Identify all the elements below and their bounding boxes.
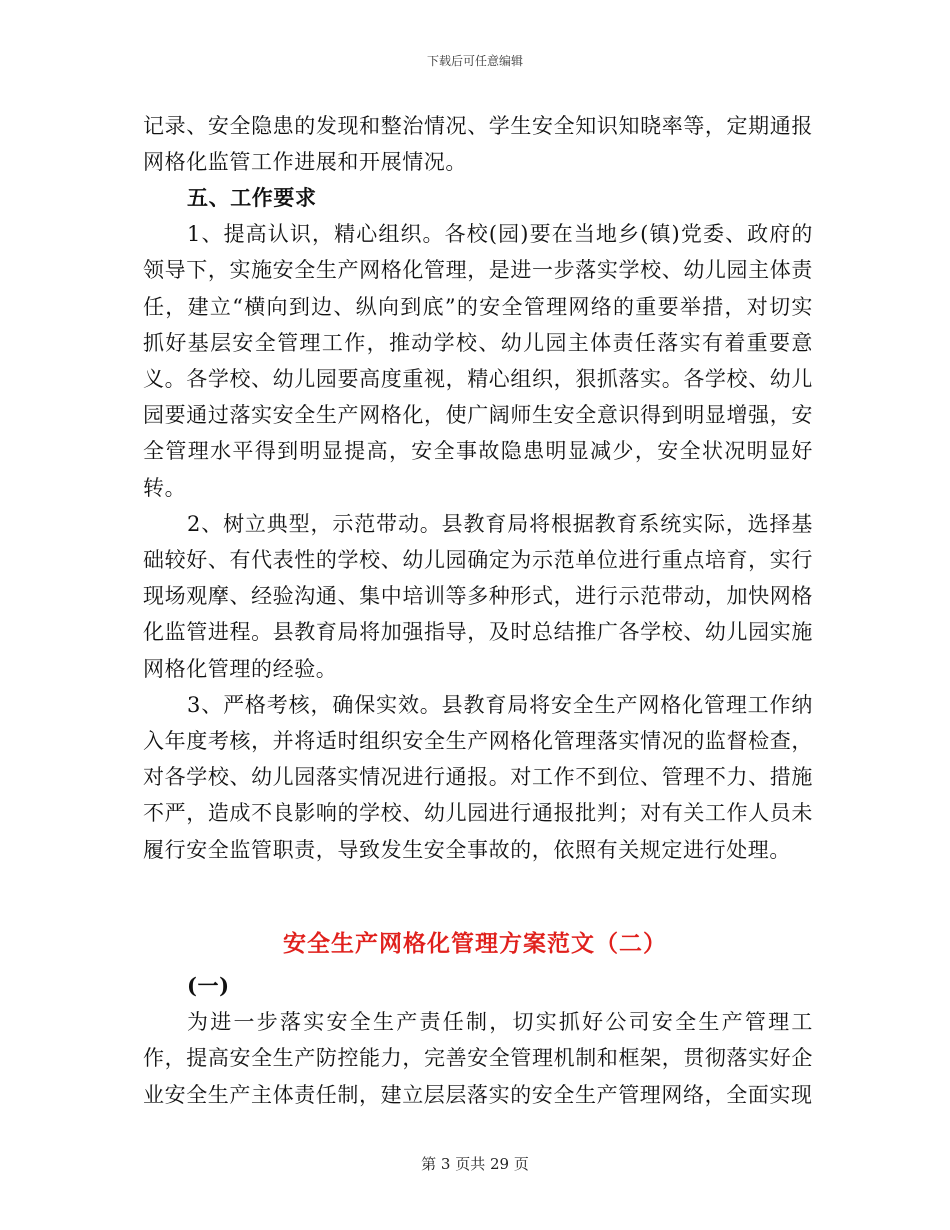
paragraph-continuation: 记录、安全隐患的发现和整治情况、学生安全知识知晓率等，定期通报网格化监管工作进展和开展情况。 [143, 114, 813, 175]
text-block-part-two [143, 968, 813, 1113]
sub-heading: (一) [187, 973, 230, 998]
document-title: 安全生产网格化管理方案范文（二） [283, 930, 667, 957]
page-number-footer: 第 3 页共 29 页 [421, 1155, 529, 1173]
paragraph-requirement-2: 2、树立典型，示范带动。县教育局将根据教育系统实际，选择基础较好、有代表性的学校、幼儿园确定为示范单位进行重点培育，实行现场观摩、经验沟通、集中培训等多种形式，进行示范带动，加快网格化监管进程。县教育局将加强指导，及时总结推广各学校、幼儿园实施网格化管理的经验。 [143, 511, 813, 681]
text-block-continuation [143, 108, 813, 180]
paragraph-requirement-1: 1、提高认识，精心组织。各校(园)要在当地乡(镇)党委、政府的领导下，实施安全生产网格化管理，是进一步落实学校、幼儿园主体责任，建立“横向到边、纵向到底”的安全管理网络的重要举措，对切实抓好基层安全管理工作，推动学校、幼儿园主体责任落实有着重要意义。各学校、幼儿园要高度重视，精心组织，狠抓落实。各学校、幼儿园要通过落实安全生产网格化，使广阔师生安全意识得到明显增强，安全管理水平得到明显提高，安全事故隐患明显减少，安全状况明显好转。 [143, 222, 813, 500]
page-header-note: 下载后可任意编辑 [426, 54, 523, 68]
paragraph-requirement-3: 3、严格考核，确保实效。县教育局将安全生产网格化管理工作纳入年度考核，并将适时组织安全生产网格化管理落实情况的监督检查，对各学校、幼儿园落实情况进行通报。对工作不到位、管理不力、措施不严，造成不良影响的学校、幼儿园进行通报批判；对有关工作人员未履行安全监管职责，导致发生安全事故的，依照有关规定进行处理。 [143, 692, 813, 862]
paragraph-intro: 为进一步落实安全生产责任制，切实抓好公司安全生产管理工作，提高安全生产防控能力，完善安全管理机制和框架，贯彻落实好企业安全生产主体责任制，建立层层落实的安全生产管理网络，全面实现 [143, 1010, 813, 1107]
section-heading: 五、工作要求 [187, 185, 317, 210]
text-block-requirements [143, 180, 813, 868]
